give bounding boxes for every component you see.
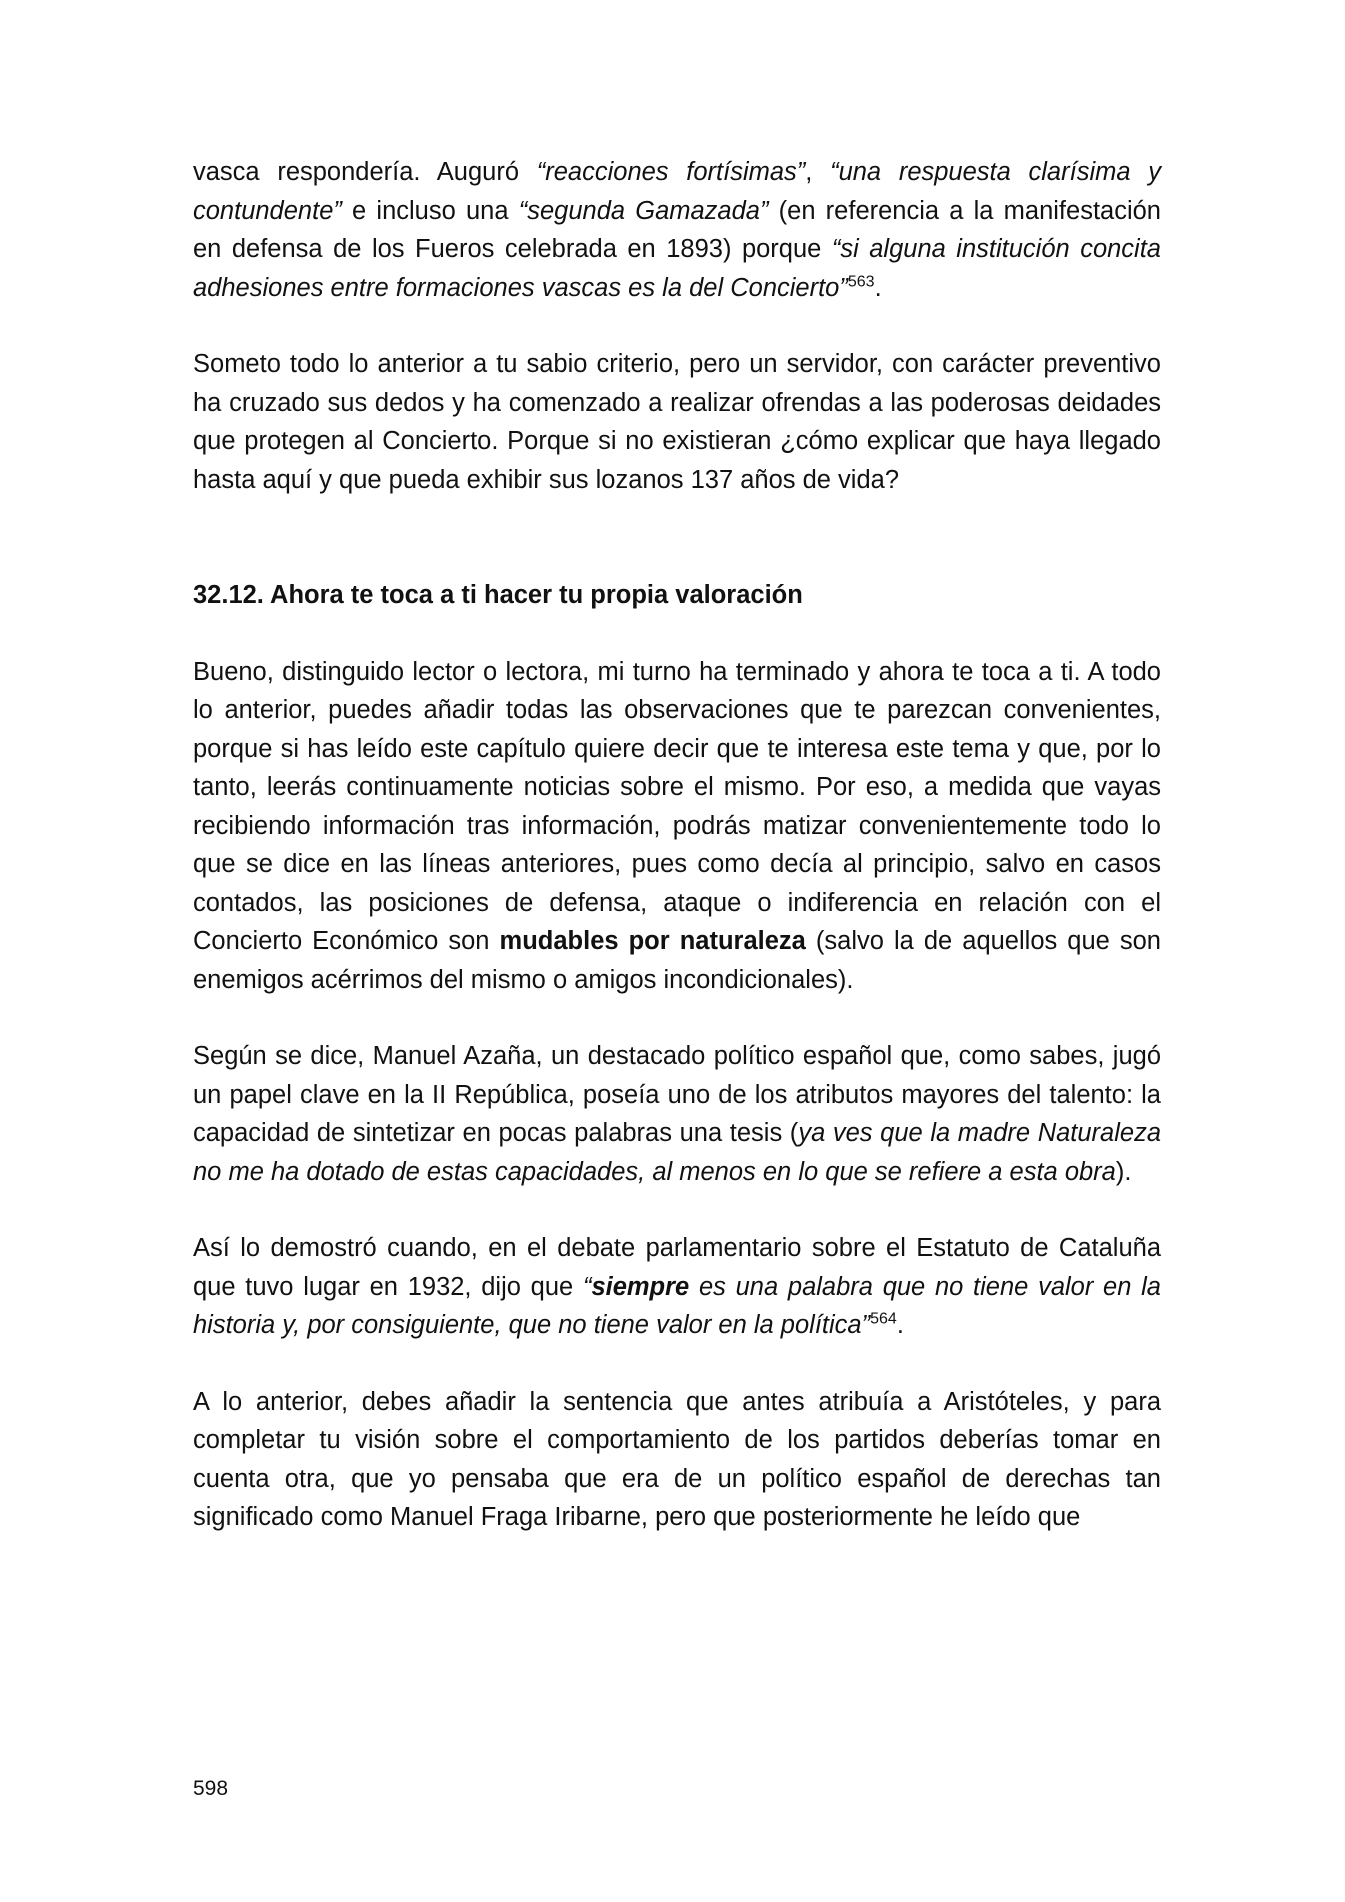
- italic-text-run: es una palabra que no tiene valor en la historia y, por consiguiente, que no tiene valor en la política”: [193, 1272, 1161, 1339]
- text-run: ).: [1115, 1157, 1132, 1186]
- text-run: Así lo demostró cuando, en el debate parlamentario sobre el Estatuto de Cataluña que tuvo lugar en 1932, dijo que: [193, 1234, 1161, 1301]
- italic-text-run: “reacciones fortísimas”: [536, 158, 806, 186]
- page-number: 598: [193, 1777, 229, 1800]
- italic-text-run: “: [582, 1272, 592, 1301]
- italic-text-run: “una respuesta clarísima y contundente”: [193, 158, 1161, 225]
- text-run: Someto todo lo anterior a tu sabio criterio, pero un servidor, con carácter preventivo ha cruzado sus dedos y ha comenzado a realizar ofrendas a las poderosas deidades que protegen al Concierto. Porque si no existieran ¿cómo explicar que haya llegado hasta aquí y que pueda exhibir sus lozanos 137 años de vida?: [193, 350, 1161, 494]
- paragraph-spacer: [193, 999, 1161, 1037]
- paragraph-5: [193, 1229, 1161, 1345]
- text-run: (en referencia a la manifestación en defensa de los Fueros celebrada en 1893) porque: [193, 196, 1161, 263]
- text-run: ,: [805, 158, 831, 186]
- paragraph-3: [193, 653, 1161, 1000]
- paragraph-1: [193, 153, 1161, 307]
- footnote-reference: 564: [870, 1310, 897, 1328]
- paragraph-spacer: [193, 1345, 1161, 1383]
- text-run: vasca respondería. Auguró: [193, 158, 537, 186]
- paragraph-spacer: [193, 615, 1161, 653]
- paragraph-spacer: [193, 1191, 1161, 1229]
- italic-text-run: “si alguna institución concita adhesiones entre formaciones vascas es la del Concierto”: [193, 235, 1161, 302]
- italic-text-run: “segunda Gamazada”: [518, 196, 769, 225]
- paragraph-spacer: [193, 307, 1161, 345]
- section-heading: 32.12. Ahora te toca a ti hacer tu propia valoración: [193, 581, 803, 609]
- italic-text-run: ya ves que la madre Naturaleza no me ha dotado de estas capacidades, al menos en lo que se refiere a esta obra: [193, 1119, 1162, 1186]
- text-run: .: [874, 273, 882, 302]
- paragraph-4: [193, 1037, 1161, 1191]
- bolditalic-text-run: siempre: [591, 1272, 690, 1301]
- footnote-reference: 563: [847, 273, 875, 290]
- section-spacer: [193, 499, 1161, 576]
- text-run: Bueno, distinguido lector o lectora, mi turno ha terminado y ahora te toca a ti. A todo lo anterior, puedes añadir todas las observaciones que te parezcan convenientes, porque si has leído este capítulo quiere decir que te interesa este tema y que, por lo tanto, leerás continuamente noticias sobre el mismo. Por eso, a medida que vayas recibiendo información tras información, podrás matizar convenientemente todo lo que se dice en las líneas anteriores, pues como decía al principio, salvo en casos contados, las posiciones de defensa, ataque o indiferencia en relación con el Concierto Económico son: [193, 657, 1161, 955]
- text-run: .: [896, 1311, 904, 1339]
- page-body: [193, 153, 1161, 1537]
- bold-text-run: mudables por naturaleza: [499, 927, 806, 955]
- paragraph-2: [193, 345, 1161, 499]
- text-run: e incluso una: [341, 196, 519, 225]
- text-run: A lo anterior, debes añadir la sentencia que antes atribuía a Aristóteles, y para completar tu visión sobre el comportamiento de los partidos deberías tomar en cuenta otra, que yo pensaba que era de un político español de derechas tan significado como Manuel Fraga Iribarne, pero que posteriormente he leído que: [193, 1387, 1161, 1531]
- text-run: (salvo la de aquellos que son enemigos acérrimos del mismo o amigos incondicionales).: [193, 927, 1161, 994]
- text-run: Según se dice, Manuel Azaña, un destacado político español que, como sabes, jugó un papel clave en la II República, poseía uno de los atributos mayores del talento: la capacidad de sintetizar en pocas palabras una tesis (: [193, 1042, 1161, 1147]
- paragraph-6: [193, 1383, 1161, 1537]
